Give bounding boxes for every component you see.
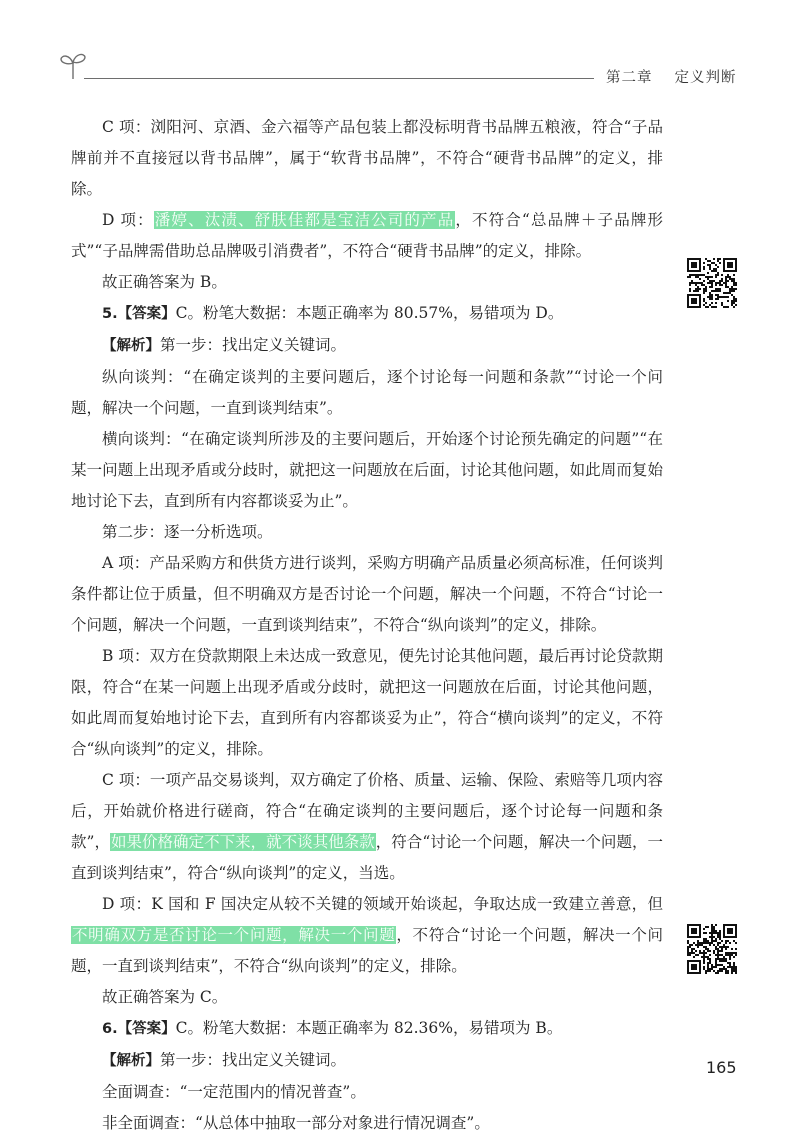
chapter-title bbox=[606, 66, 737, 87]
paragraph bbox=[71, 267, 663, 298]
paragraph bbox=[71, 1077, 663, 1108]
bracket-label: 5.【答案】 bbox=[102, 306, 176, 322]
text-run: ，符合“讨论一个问题，解决一个问题，一直到谈判结束”，符合“纵向谈判”的定义，当选。 bbox=[71, 833, 663, 882]
paragraph bbox=[71, 298, 663, 330]
section-title: 定义判断 bbox=[674, 70, 737, 86]
paragraph bbox=[71, 982, 663, 1013]
bracket-label: 【解析】 bbox=[102, 1053, 160, 1069]
text-run: 纵向谈判：“在确定谈判的主要问题后，逐个讨论每一问题和条款”“讨论一个问题，解决一个问题，一直到谈判结束”。 bbox=[71, 368, 663, 417]
page-number: 165 bbox=[706, 1058, 737, 1077]
text-run: 故正确答案为 B。 bbox=[102, 273, 227, 291]
text-run: B 项：双方在贷款期限上未达成一致意见，便先讨论其他问题，最后再讨论贷款期限，符合“在某一问题上出现矛盾或分歧时，就把这一问题放在后面，讨论其他问题，如此周而复始地讨论下去，直到所有内容都谈妥为止”，符合“横向谈判”的定义，不符合“纵向谈判”的定义，排除。 bbox=[71, 647, 663, 758]
text-run: ，不符合“总品牌＋子品牌形式”“子品牌需借助总品牌吸引消费者”，不符合“硬背书品牌”的定义，排除。 bbox=[71, 211, 663, 260]
text-run: D 项： bbox=[102, 211, 154, 229]
bracket-label: 6.【答案】 bbox=[102, 1021, 176, 1037]
bracket-label: 【解析】 bbox=[102, 338, 160, 354]
text-run: 横向谈判：“在确定谈判所涉及的主要问题后，开始逐个讨论预先确定的问题”“在某一问题上出现矛盾或分歧时，就把这一问题放在后面，讨论其他问题，如此周而复始地讨论下去，直到所有内容都谈妥为止”。 bbox=[71, 430, 663, 510]
highlighted-text: 潘婷、汰渍、舒肤佳都是宝洁公司的产品 bbox=[154, 211, 455, 229]
paragraph bbox=[71, 424, 663, 517]
paragraph bbox=[71, 205, 663, 267]
paragraph bbox=[71, 889, 663, 982]
text-run: C 项：一项产品交易谈判，双方确定了价格、质量、运输、保险、索赔等几项内容后，开始就价格进行磋商，符合“在确定谈判的主要问题后，逐个讨论每一问题和条款”， bbox=[71, 771, 663, 851]
text-run: 故正确答案为 C。 bbox=[102, 988, 228, 1006]
paragraph bbox=[71, 362, 663, 424]
text-run: C 项：浏阳河、京酒、金六福等产品包装上都没标明背书品牌五粮液，符合“子品牌前并不直接冠以背书品牌”，属于“软背书品牌”，不符合“硬背书品牌”的定义，排除。 bbox=[71, 118, 663, 198]
text-run: 第一步：找出定义关键词。 bbox=[160, 336, 347, 354]
chapter-number: 第二章 bbox=[606, 70, 653, 86]
paragraph bbox=[71, 112, 663, 205]
paragraph bbox=[71, 641, 663, 765]
highlighted-text: 不明确双方是否讨论一个问题，解决一个问题 bbox=[72, 926, 396, 944]
paragraph bbox=[71, 548, 663, 641]
header-rule bbox=[84, 78, 594, 79]
page-body bbox=[71, 112, 663, 1139]
text-run: 第二步：逐一分析选项。 bbox=[102, 523, 273, 541]
text-run: 全面调查：“一定范围内的情况普查”。 bbox=[102, 1083, 366, 1101]
qr-code-icon[interactable] bbox=[687, 258, 737, 308]
paragraph bbox=[71, 1013, 663, 1045]
text-run: 非全面调查：“从总体中抽取一部分对象进行情况调查”。 bbox=[102, 1114, 490, 1132]
paragraph bbox=[71, 1045, 663, 1077]
text-run: C。粉笔大数据：本题正确率为 82.36%，易错项为 B。 bbox=[175, 1019, 563, 1037]
page-header bbox=[0, 40, 800, 88]
highlighted-text: 如果价格确定不下来，就不谈其他条款 bbox=[110, 833, 375, 851]
text-run: D 项：K 国和 F 国决定从较不关键的领域开始谈起，争取达成一致建立善意，但 bbox=[102, 895, 663, 913]
text-run: 第一步：找出定义关键词。 bbox=[160, 1051, 347, 1069]
paragraph bbox=[71, 517, 663, 548]
sprout-icon bbox=[60, 50, 86, 80]
text-run: ，不符合“讨论一个问题，解决一个问题，一直到谈判结束”，不符合“纵向谈判”的定义，排除。 bbox=[71, 926, 663, 975]
qr-code-icon[interactable] bbox=[687, 924, 737, 974]
paragraph bbox=[71, 765, 663, 889]
text-run: C。粉笔大数据：本题正确率为 80.57%，易错项为 D。 bbox=[175, 304, 564, 322]
text-run: A 项：产品采购方和供货方进行谈判，采购方明确产品质量必须高标准，任何谈判条件都让位于质量，但不明确双方是否讨论一个问题，解决一个问题，不符合“讨论一个问题，解决一个问题，一直到谈判结束”，不符合“纵向谈判”的定义，排除。 bbox=[71, 554, 663, 634]
paragraph bbox=[71, 330, 663, 362]
